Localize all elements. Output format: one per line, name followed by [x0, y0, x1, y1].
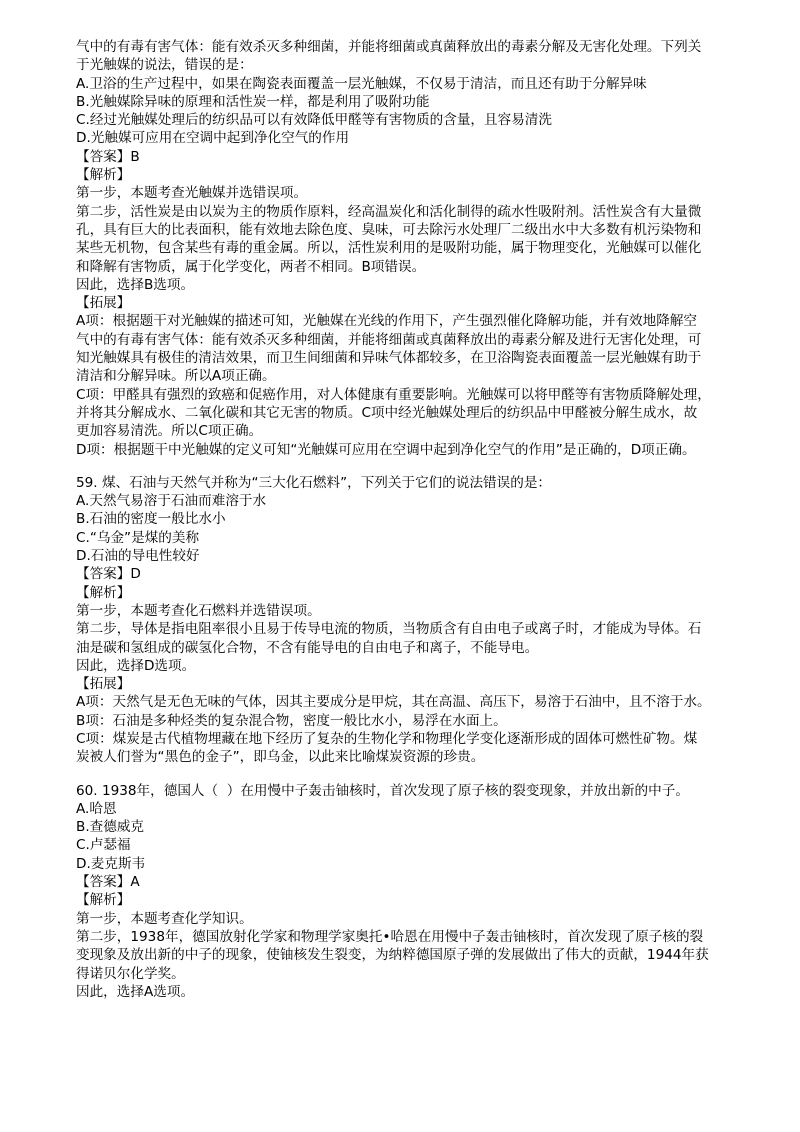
text-line: 【解析】: [76, 167, 131, 184]
text-line: B项：石油是多种烃类的复杂混合物，密度一般比水小，易浮在水面上。: [76, 712, 507, 729]
text-line: C.“乌金”是煤的美称: [76, 529, 200, 546]
text-line: 因此，选择B选项。: [76, 276, 195, 293]
text-line: A.天然气易溶于石油而难溶于水: [76, 493, 267, 510]
question-58-continuation: [76, 38, 752, 459]
text-line: 因此，选择D选项。: [76, 657, 196, 674]
text-line: 知光触媒具有极佳的清洁效果，而卫生间细菌和异味气体都较多，在卫浴陶瓷表面覆盖一层光触媒有助于: [76, 350, 702, 367]
text-line: 【拓展】: [76, 295, 131, 312]
text-line: 气中的有毒有害气体：能有效杀灭多种细菌，并能将细菌或真菌释放出的毒素分解及进行无害化处理，可: [76, 331, 702, 348]
text-line: 60. 1938年，德国人（ ）在用慢中子轰击铀核时，首次发现了原子核的裂变现象，并放出新的中子。: [76, 782, 689, 799]
text-line: D.光触媒可应用在空调中起到净化空气的作用: [76, 130, 350, 147]
text-line: 因此，选择A选项。: [76, 983, 195, 1000]
section-spacer: [76, 459, 752, 474]
text-line: 【拓展】: [76, 676, 131, 693]
text-line: 变现象及放出新的中子的现象，使铀核发生裂变，为纳粹德国原子弹的发展做出了伟大的贡献，1944年获: [76, 947, 709, 964]
text-line: A项：根据题干对光触媒的描述可知，光触媒在光线的作用下，产生强烈催化降解功能，并有效地降解空: [76, 313, 698, 330]
text-line: A项：天然气是无色无味的气体，因其主要成分是甲烷，其在高温、高压下，易溶于石油中，且不溶于水。: [76, 694, 711, 711]
text-line: B.查德威克: [76, 819, 145, 836]
text-line: 油是碳和氢组成的碳氢化合物，不含有能导电的自由电子和离子，不能导电。: [76, 639, 539, 656]
text-line: 第二步，1938年，德国放射化学家和物理学家奥托•哈恩在用慢中子轰击铀核时，首次发现了原子核的裂: [76, 928, 704, 945]
text-line: D.麦克斯韦: [76, 855, 146, 872]
text-line: 于光触媒的说法，错误的是：: [76, 57, 253, 74]
text-line: C.卢瑟福: [76, 837, 131, 854]
text-line: C项：甲醛具有强烈的致癌和促癌作用，对人体健康有重要影响。光触媒可以将甲醛等有害物质降解处理，: [76, 386, 711, 403]
text-line: 气中的有毒有害气体：能有效杀灭多种细菌，并能将细菌或真菌释放出的毒素分解及无害化处理。下列关: [76, 39, 702, 55]
document-page: [76, 38, 752, 1001]
text-line: 更加容易清洗。所以C项正确。: [76, 423, 263, 440]
text-line: D.石油的导电性较好: [76, 548, 200, 565]
text-line: 59. 煤、石油与天然气并称为“三大化石燃料”，下列关于它们的说法错误的是：: [76, 474, 552, 491]
text-line: 第二步，活性炭是由以炭为主的物质作原料，经高温炭化和活化制得的疏水性吸附剂。活性炭含有大量微: [76, 203, 702, 220]
text-line: 和降解有害物质，属于化学变化，两者不相同。B项错误。: [76, 258, 426, 275]
text-line: 第一步，本题考查化学知识。: [76, 910, 253, 927]
text-line: 【答案】D: [76, 566, 141, 583]
question-59: [76, 474, 752, 767]
text-line: 得诺贝尔化学奖。: [76, 965, 185, 982]
text-line: A.卫浴的生产过程中，如果在陶瓷表面覆盖一层光触媒，不仅易于清洁，而且还有助于分解异味: [76, 75, 647, 92]
text-line: B.光触媒除异味的原理和活性炭一样，都是利用了吸附功能: [76, 93, 430, 110]
text-line: B.石油的密度一般比水小: [76, 511, 226, 528]
text-line: 清洁和分解异味。所以A项正确。: [76, 368, 276, 385]
text-line: A.哈恩: [76, 800, 117, 817]
text-line: 【解析】: [76, 584, 131, 601]
section-spacer: [76, 767, 752, 782]
text-line: 并将其分解成水、二氧化碳和其它无害的物质。C项中经光触媒处理后的纺织品中甲醛被分解生成水，故: [76, 404, 698, 421]
text-line: 第一步，本题考查化石燃料并选错误项。: [76, 602, 321, 619]
text-line: 孔，具有巨大的比表面积，能有效地去除色度、臭味，可去除污水处理厂二级出水中大多数有机污染物和: [76, 221, 702, 238]
question-60: [76, 782, 752, 1002]
text-line: 【解析】: [76, 892, 131, 909]
text-line: 【答案】A: [76, 874, 140, 891]
text-line: D项：根据题干中光触媒的定义可知“光触媒可应用在空调中起到净化空气的作用”是正确的，D项正确。: [76, 441, 696, 458]
text-line: 第二步，导体是指电阻率很小且易于传导电流的物质，当物质含有自由电子或离子时，才能成为导体。石: [76, 621, 702, 638]
text-line: C.经过光触媒处理后的纺织品可以有效降低甲醛等有害物质的含量，且容易清洗: [76, 112, 552, 129]
text-line: 某些无机物，包含某些有毒的重金属。所以，活性炭利用的是吸附功能，属于物理变化，光触媒可以催化: [76, 240, 702, 257]
text-line: 【答案】B: [76, 148, 140, 165]
text-line: 第一步，本题考查光触媒并选错误项。: [76, 185, 308, 202]
text-line: C项：煤炭是古代植物埋藏在地下经历了复杂的生物化学和物理化学变化逐渐形成的固体可燃性矿物。煤: [76, 730, 698, 747]
text-line: 炭被人们誉为“黑色的金子”，即乌金，以此来比喻煤炭资源的珍贵。: [76, 749, 485, 766]
